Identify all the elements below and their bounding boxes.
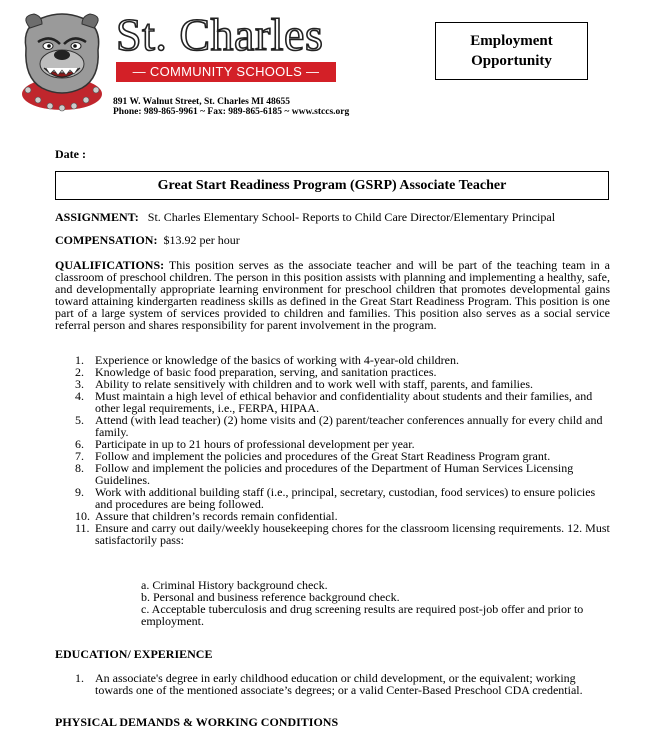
phone-fax-web-line: Phone: 989-865-9961 ~ Fax: 989-865-6185 ~ www.stccs.org	[113, 107, 350, 117]
list-item: 1. Experience or knowledge of the basics of working with 4-year-old children.	[75, 353, 459, 367]
address-line: 891 W. Walnut Street, St. Charles MI 48655	[113, 97, 290, 107]
employment-opportunity-box	[435, 22, 588, 80]
list-item: 8. Follow and implement the policies and procedures of the Department of Human Services Licensing Guidelines.	[75, 461, 574, 487]
education-list	[75, 672, 610, 696]
employment-label: Employment	[470, 33, 553, 49]
bulldog-mascot-icon	[12, 8, 112, 116]
compensation-value: $13.92 per hour	[163, 233, 240, 247]
date-label: Date :	[55, 147, 86, 161]
list-item: c. Acceptable tuberculosis and drug screening results are required post-job offer and prior to employment.	[141, 602, 584, 628]
list-item: 3. Ability to relate sensitively with children and to work well with staff, parents, and families.	[75, 377, 534, 391]
list-number: 1.	[75, 671, 84, 685]
list-item: b. Personal and business reference background check.	[141, 590, 400, 604]
opportunity-label: Opportunity	[471, 53, 552, 69]
assignment-label: ASSIGNMENT:	[55, 210, 139, 224]
compensation-label: COMPENSATION:	[55, 233, 158, 247]
list-item: 5. Attend (with lead teacher) (2) home visits and (2) parent/teacher conferences annually for every child and family.	[75, 413, 603, 439]
qualifications-label: QUALIFICATIONS:	[55, 258, 165, 272]
list-item: 10. Assure that children’s records remain confidential.	[75, 509, 338, 523]
list-item: a. Criminal History background check.	[141, 578, 328, 592]
education-heading: EDUCATION/ EXPERIENCE	[55, 647, 213, 661]
job-title: Great Start Readiness Program (GSRP) Associate Teacher	[55, 171, 609, 200]
community-schools-banner: — COMMUNITY SCHOOLS —	[116, 62, 336, 82]
list-item: An associate's degree in early childhood education or child development, or the equivalent; working towards one of the mentioned associate’s degrees; or a valid Center-Based Preschool CDA credential.	[95, 671, 583, 697]
assignment-line	[55, 211, 610, 223]
assignment-value: St. Charles Elementary School- Reports to Child Care Director/Elementary Principal	[147, 210, 556, 224]
address-block	[113, 97, 349, 117]
list-item: 11. Ensure and carry out daily/weekly housekeeping chores for the classroom licensing requirements. 12. Must satisfactorily pass:	[75, 521, 610, 547]
list-item: 9. Work with additional building staff (i.e., principal, secretary, custodian, food services) to ensure policies and procedures are being followed.	[75, 485, 596, 511]
qualifications-text: This position serves as the associate teacher and will be part of the teaching team in a classroom of preschool children. The person in this position assists with planning and implementing a healthy, safe, and developmentally appropriate learning environment for preschool children that promotes developmental gains toward attaining kindergarten readiness skills as defined in the Great Start Readiness Program. This position is one part of a large system of services provided to children and families. This position also serves as a social service referral person and shares responsibility for parent involvement in the program.	[55, 258, 610, 332]
list-item: 6. Participate in up to 21 hours of professional development per year.	[75, 437, 415, 451]
list-item: 4. Must maintain a high level of ethical behavior and confidentiality about students and their families, and other legal requirements, i.e., FERPA, HIPAA.	[75, 389, 593, 415]
list-item: 2. Knowledge of basic food preparation, serving, and sanitation practices.	[75, 365, 437, 379]
compensation-line	[55, 234, 610, 246]
school-name: St. Charles	[116, 9, 324, 60]
list-item: 7. Follow and implement the policies and procedures of the Great Start Readiness Program grant.	[75, 449, 551, 463]
screening-sub-list	[141, 579, 601, 627]
requirements-list	[75, 354, 610, 546]
physical-demands-heading: PHYSICAL DEMANDS & WORKING CONDITIONS	[55, 715, 339, 729]
qualifications-paragraph	[55, 259, 610, 331]
